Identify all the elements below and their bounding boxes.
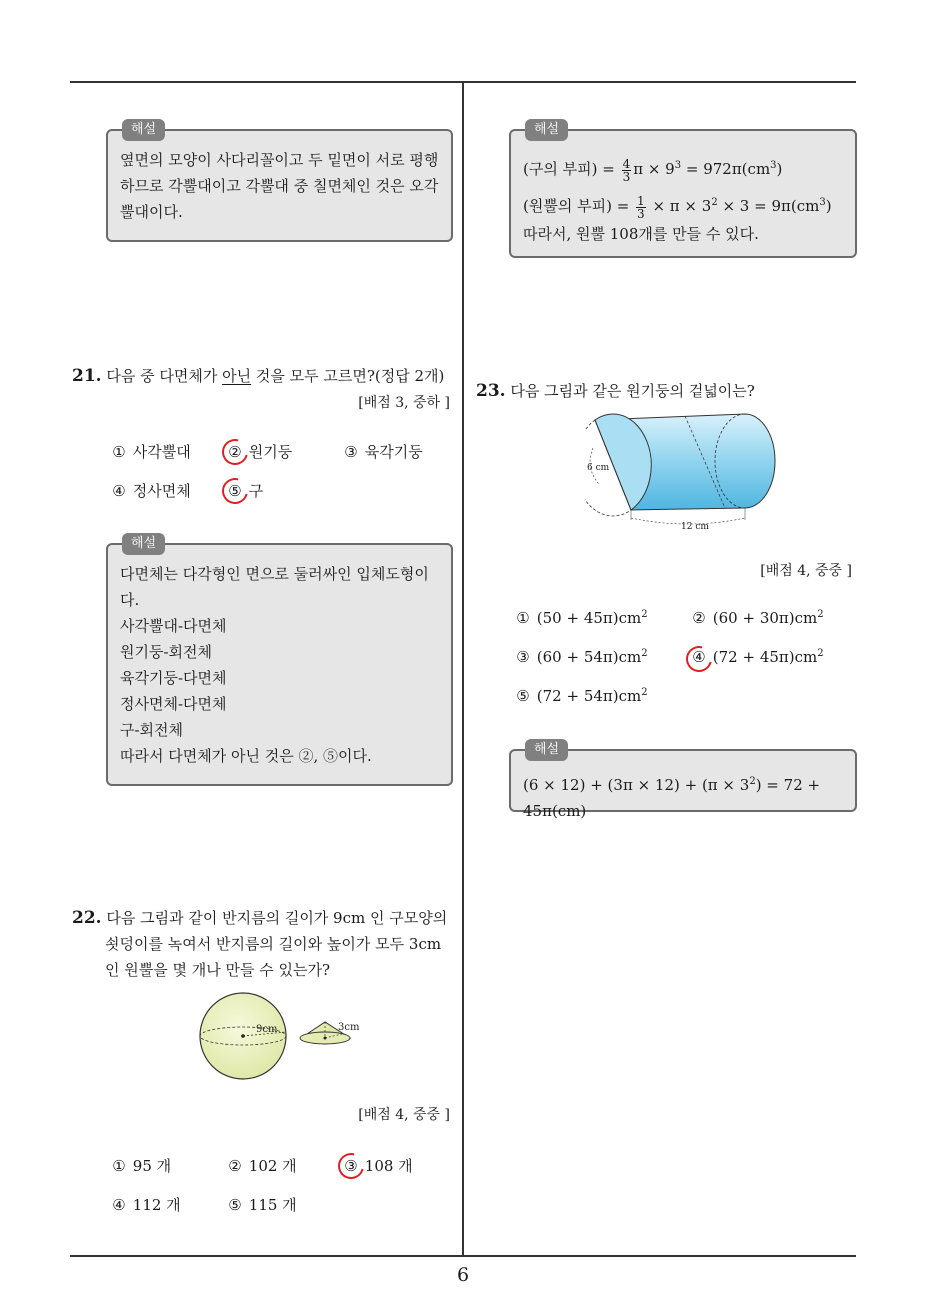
- explanation-formula-sphere: (구의 부피) = $\frac{4}{3}$ $\pi \times 9^3 = 972\pi(cm^3)$: [523, 156, 783, 184]
- explanation-box-prev-left: [106, 122, 453, 242]
- explanation-line: 다면체는 다각형인 면으로 둘러싸인 입체도형이: [120, 565, 429, 583]
- explanation-line: 뿔대이다.: [120, 203, 183, 221]
- choice-3[interactable]: ③ 108 개: [344, 1157, 413, 1175]
- answer-mark: [333, 1148, 369, 1184]
- cone-label: 3cm: [338, 1022, 360, 1033]
- question-23: [476, 378, 856, 404]
- explanation-line: 구-회전체: [120, 721, 184, 739]
- choice-1[interactable]: ① $(50 + 45\pi)cm^2$: [516, 609, 648, 627]
- question-text: 다음 그림과 같이 반지름의 길이가 9cm 인 구모양의: [106, 909, 448, 927]
- question-21: [72, 363, 454, 389]
- explanation-line: 따라서, 원뿔 108개를 만들 수 있다.: [523, 225, 759, 243]
- choice-2[interactable]: ② $(60 + 30\pi)cm^2$: [692, 609, 824, 627]
- answer-mark: [217, 473, 253, 509]
- question-text: 다음 그림과 같은 원기둥의 겉넓이는?: [510, 382, 755, 400]
- question-number: 21.: [72, 366, 102, 386]
- question-number: 23.: [476, 381, 506, 401]
- question-text: 쇳덩이를 녹여서 반지름의 길이와 높이가 모두 3cm: [105, 935, 442, 953]
- choice-5[interactable]: ⑤ 구: [228, 482, 264, 500]
- choice-1[interactable]: ① 사각뿔대: [112, 443, 191, 461]
- choice-2[interactable]: ② 102 개: [228, 1157, 297, 1175]
- choice-3[interactable]: ③ 육각기둥: [344, 443, 423, 461]
- explanation-line: 따라서 다면체가 아닌 것은 ②, ⑤이다.: [120, 747, 372, 765]
- cylinder-figure: [585, 408, 785, 536]
- answer-mark: [217, 434, 253, 470]
- page-number: 6: [456, 1264, 470, 1286]
- answer-mark: [681, 641, 717, 677]
- score-label: [배점 4, 중중 ]: [358, 1107, 450, 1123]
- choice-3[interactable]: ③ $(60 + 54\pi)cm^2$: [516, 648, 648, 666]
- choice-4[interactable]: ④ $(72 + 45\pi)cm^2$: [692, 648, 824, 666]
- explanation-line: 옆면의 모양이 사다리꼴이고 두 밑면이 서로 평행: [120, 151, 439, 169]
- explanation-box-q23: [509, 742, 857, 820]
- explanation-line: 사각뿔대-다면체: [120, 617, 227, 635]
- explanation-box-prev-right: [509, 122, 857, 258]
- question-22: [72, 905, 454, 983]
- choice-2[interactable]: ② 원기둥: [228, 443, 293, 461]
- cylinder-height-label: 6 cm: [587, 463, 610, 473]
- score-label: [배점 4, 중중 ]: [760, 563, 852, 579]
- explanation-line: 다.: [120, 591, 140, 609]
- choice-4[interactable]: ④ 정사면체: [112, 482, 191, 500]
- explanation-tag: 해설: [122, 533, 165, 555]
- sphere-cone-figure: [190, 990, 370, 1090]
- column-divider: [462, 82, 464, 1257]
- cylinder-length-label: 12 cm: [681, 522, 709, 532]
- explanation-line: 원기둥-회전체: [120, 643, 213, 661]
- explanation-line: 하므로 각뿔대이고 각뿔대 중 칠면체인 것은 오각: [120, 177, 439, 195]
- explanation-tag: 해설: [525, 739, 568, 761]
- explanation-box-q21: [106, 536, 453, 786]
- question-number: 22.: [72, 908, 102, 928]
- choice-5[interactable]: ⑤ 115 개: [228, 1196, 297, 1214]
- choice-4[interactable]: ④ 112 개: [112, 1196, 181, 1214]
- choice-1[interactable]: ① 95 개: [112, 1157, 172, 1175]
- explanation-tag: 해설: [122, 119, 165, 141]
- question-text: 다음 중 다면체가 아닌 것을 모두 고르면?(정답 2개): [106, 367, 445, 385]
- explanation-line: 정사면체-다면체: [120, 695, 227, 713]
- question-text: 인 원뿔을 몇 개나 만들 수 있는가?: [105, 961, 331, 979]
- score-label: [배점 3, 중하 ]: [358, 395, 450, 411]
- explanation-formula: $(6 \times 12) + (3\pi \times 12) + (\pi \times 3^2) = 72 + 45\pi(cm)$: [523, 776, 821, 820]
- explanation-line: 육각기둥-다면체: [120, 669, 227, 687]
- explanation-tag: 해설: [525, 119, 568, 141]
- choice-5[interactable]: ⑤ $(72 + 54\pi)cm^2$: [516, 687, 648, 705]
- sphere-radius-label: 9cm: [256, 1024, 278, 1035]
- explanation-formula-cone: (원뿔의 부피) = $\frac{1}{3}$ × $\pi \times 3^2 \times 3 = 9\pi(cm^3)$: [523, 193, 832, 221]
- footer-rule: [70, 1255, 856, 1257]
